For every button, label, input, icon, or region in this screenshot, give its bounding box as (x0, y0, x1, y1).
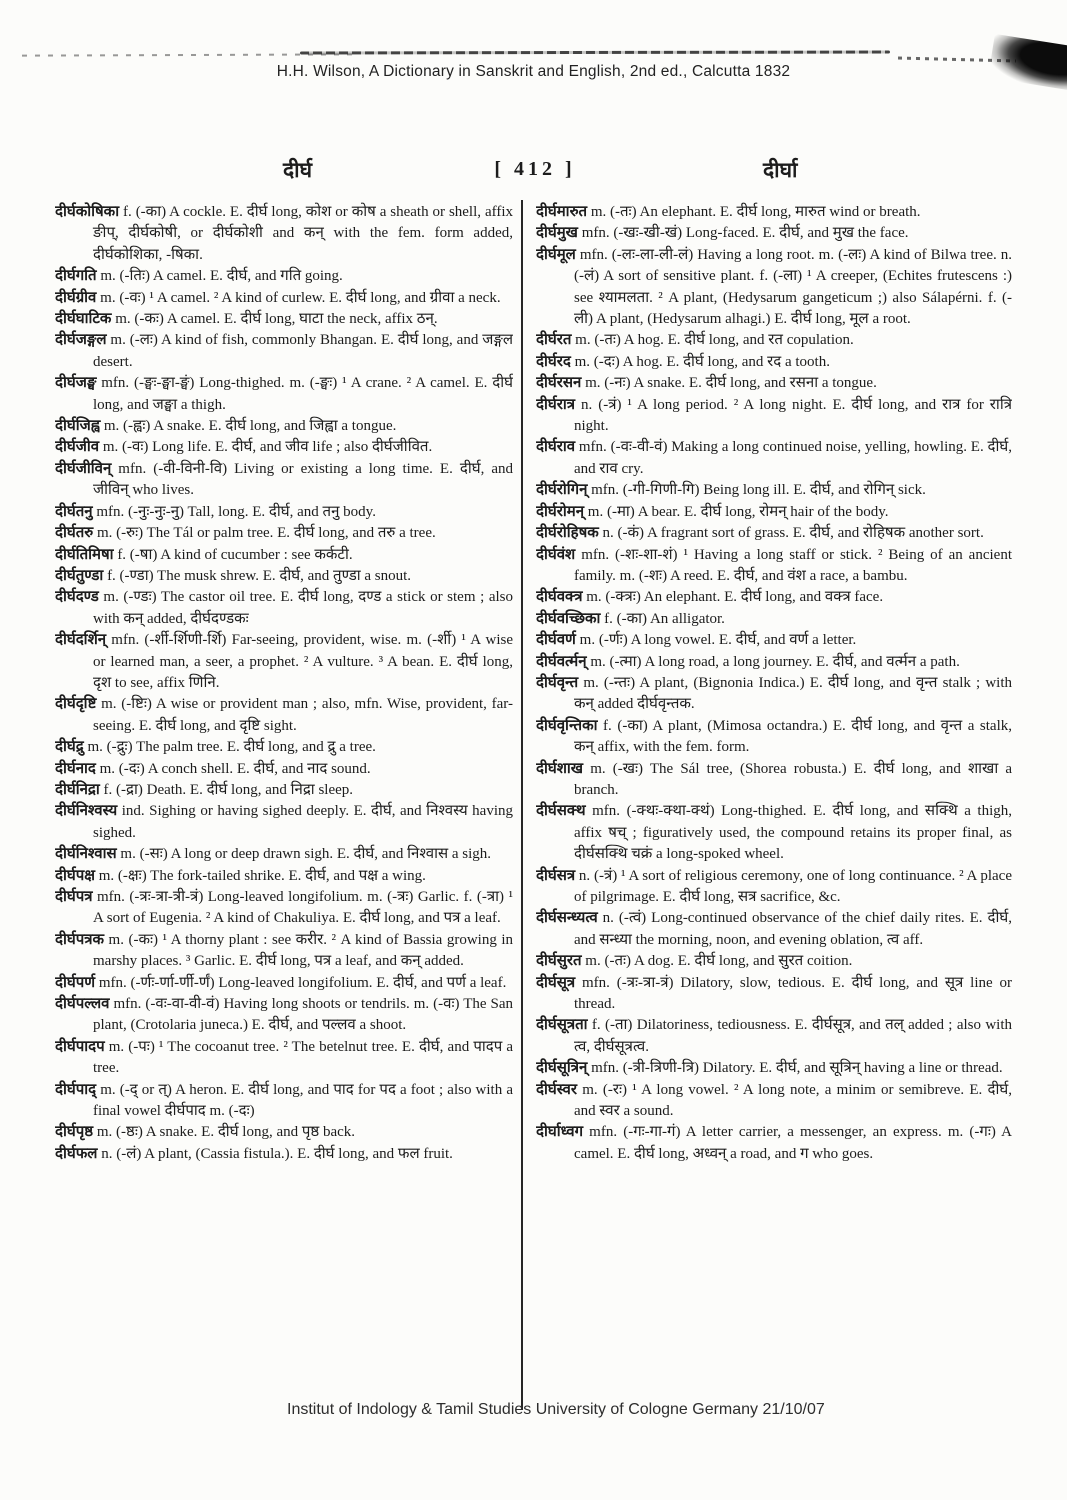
dictionary-entry (55, 502, 513, 523)
entry-headword: दीर्घद्रु (55, 739, 84, 756)
entry-headword: दीर्घपादप (55, 1038, 105, 1055)
entry-headword: दीर्घवर्त्मन् (536, 653, 587, 670)
page-number: [ 412 ] (494, 158, 576, 180)
entry-body: f. (-का) A plant, (Mimosa octandra.) E. दीर्घ long, and वृन्त a stalk, कन् affix, with the fem. form. (574, 717, 1012, 756)
dictionary-entry (536, 801, 1012, 865)
entry-headword: दीर्घसुरत (536, 953, 582, 970)
scan-corner-smudge (988, 34, 1067, 90)
entry-headword: दीर्घजीविन् (55, 460, 112, 477)
entry-headword: दीर्घवक्त्र (536, 589, 583, 606)
dictionary-entry (536, 1015, 1012, 1058)
entry-body: m. (-ष्ठः) A snake. E. दीर्घ long, and पृष्ठ back. (93, 1124, 356, 1141)
entry-headword: दीर्घसक्थ (536, 803, 586, 820)
dictionary-entry (536, 652, 1012, 673)
entry-headword: दीर्घनिश्वस्य (55, 803, 118, 820)
entry-body: m. (-नः) A snake. E. दीर्घ long, and रसना a tongue. (581, 375, 877, 392)
dictionary-entry (536, 1122, 1012, 1165)
entry-body: m. (-क्षः) The fork-tailed shrike. E. दीर्घ, and पक्ष a wing. (95, 867, 426, 884)
entry-headword: दीर्घजङ्गल (55, 332, 107, 349)
entry-headword: दीर्घजङ्घ (55, 375, 97, 392)
dictionary-entry (536, 951, 1012, 972)
entry-headword: दीर्घमूल (536, 246, 576, 263)
dictionary-entry (55, 866, 513, 887)
dictionary-entry (55, 887, 513, 930)
entry-body: m. (-कः) ¹ A thorny plant : see करीर. ² A kind of Bassia growing in marshy places. ³ Garlic. E. दीर्घ long, पत्र a leaf, and कन् added. (93, 931, 513, 970)
entry-body: f. (-द्रा) Death. E. दीर्घ long, and निद्रा sleep. (99, 781, 354, 798)
entry-headword: दीर्घस्वर (536, 1081, 578, 1098)
entry-headword: दीर्घवच्छिका (536, 610, 601, 627)
entry-body: mfn. (-शः-शा-शं) ¹ Having a long staff or stick. ² Being of an ancient family. m. (-शः) A reed. E. दीर्घ, and वंश a race, a bambu. (574, 546, 1012, 584)
dictionary-entry (55, 373, 513, 416)
dictionary-entry (536, 480, 1012, 501)
entry-body: mfn. (-वः-वी-वं) Making a long continued noise, yelling, howling. E. दीर्घ, and राव cry. (574, 439, 1012, 477)
document-caption: H.H. Wilson, A Dictionary in Sanskrit and English, 2nd ed., Calcutta 1832 (276, 63, 791, 80)
running-head-right-word: दीर्घा (763, 158, 798, 182)
entry-body: mfn. (-खः-खी-खं) Long-faced. E. दीर्घ, and मुख the face. (577, 225, 909, 242)
dictionary-entry (55, 416, 513, 437)
entry-headword: दीर्घफल (55, 1145, 98, 1162)
entry-headword: दीर्घनिश्वास (55, 846, 117, 863)
dictionary-entry (536, 609, 1012, 630)
entry-headword: दीर्घरोमन् (536, 503, 585, 520)
entry-body: m. (-दः) A conch shell. E. दीर्घ, and नाद sound. (95, 760, 371, 777)
dictionary-entry (55, 202, 513, 266)
entry-body: mfn. (-त्री-त्रिणी-त्रि) Dilatory. E. दीर्घ, and सूत्रिन् having a line or thread. (587, 1060, 1003, 1077)
entry-body: mfn. (-वः-वा-वी-वं) Having long shoots or tendrils. m. (-वः) The San plant, (Crotolaria juneca.) E. दीर्घ, and पल्लव a shoot. (93, 996, 513, 1034)
entry-body: f. (-षा) A kind of cucumber : see कर्कटी. (113, 546, 353, 563)
dictionary-entry (55, 288, 513, 309)
entry-body: m. (-द् or त्) A heron. E. दीर्घ long, and पाद for पद a foot ; also with a final vowel दीर्घपाद m. (-दः) (93, 1081, 513, 1120)
entry-headword: दीर्घवर्ण (536, 632, 576, 649)
entry-body: m. (-तिः) A camel. E. दीर्घ, and गति going. (96, 268, 343, 285)
entry-headword: दीर्घगति (55, 268, 97, 285)
dictionary-entry (536, 630, 1012, 651)
entry-body: mfn. (-ङ्घः-ङ्घा-ङ्घं) Long-thighed. m. (-ङ्घः) ¹ A crane. ² A camel. E. दीर्घ long, and जङ्घा a thigh. (93, 375, 513, 413)
entry-body: m. (-ह्वः) A snake. E. दीर्घ long, and जिह्वा a tongue. (100, 418, 397, 435)
entry-headword: दीर्घसत्र (536, 867, 576, 884)
entry-headword: दीर्घवृन्त (536, 674, 579, 691)
dictionary-entry (55, 566, 513, 587)
entry-body: m. (-मा) A bear. E. दीर्घ long, रोमन् hair of the body. (584, 503, 889, 520)
entry-body: m. (-कः) A camel. E. दीर्घ long, घाटा the neck, affix ठन्. (111, 311, 438, 328)
entry-headword: दीर्घपाद् (55, 1081, 97, 1098)
entry-headword: दीर्घरसन (536, 375, 582, 392)
dictionary-entry (536, 245, 1012, 331)
scan-scratch-line-dark (300, 50, 890, 54)
dictionary-entry (536, 330, 1012, 351)
entry-headword: दीर्घसूत्रता (536, 1017, 588, 1034)
entry-body: mfn. (-वी-विनी-वि) Living or existing a long time. E. दीर्घ, and जीविन् who lives. (93, 460, 513, 499)
entry-headword: दीर्घसूत्र (536, 974, 576, 991)
entry-headword: दीर्घनाद (55, 760, 96, 777)
entry-headword: दीर्घरद (536, 353, 571, 370)
entry-headword: दीर्घरोहिषक (536, 525, 599, 542)
entry-headword: दीर्घपल्लव (55, 996, 110, 1013)
entry-body: mfn. (-र्शी-र्शिणी-र्शि) Far-seeing, provident, wise. m. (-र्शी) ¹ A wise or learned man, a seer, a prophet. ² A vulture. ³ A bean. E. दीर्घ long, दृश to see, affix णिनि. (93, 632, 513, 691)
running-head-left-word: दीर्घ (283, 158, 313, 182)
entry-body: mfn. (-र्णः-र्णा-र्णी-र्णं) Long-leaved longifolium. E. दीर्घ, and पर्ण a leaf. (95, 974, 507, 991)
dictionary-entry (536, 673, 1012, 716)
dictionary-entry (536, 523, 1012, 544)
entry-body: m. (-रः) ¹ A long vowel. ² A long note, a minim or semibreve. E. दीर्घ, and स्वर a sound. (574, 1081, 1012, 1120)
dictionary-entry (536, 352, 1012, 373)
entry-headword: दीर्घदृष्टि (55, 696, 97, 713)
entry-body: m. (-र्णः) A long vowel. E. दीर्घ, and वर्ण a letter. (575, 632, 857, 649)
entry-body: m. (-तः) A hog. E. दीर्घ long, and रत copulation. (571, 332, 854, 349)
entry-headword: दीर्घदण्ड (55, 589, 99, 606)
entry-headword: दीर्घराव (536, 439, 576, 456)
entry-headword: दीर्घरात्र (536, 396, 576, 413)
entry-headword: दीर्घतुण्डा (55, 567, 104, 584)
entry-body: m. (-त्मा) A long road, a long journey. E. दीर्घ, and वर्त्मन a path. (586, 653, 960, 670)
entry-headword: दीर्घरोगिन् (536, 482, 588, 499)
dictionary-entry (55, 437, 513, 458)
entry-body: m. (-रुः) The Tál or palm tree. E. दीर्घ long, and तरु a tree. (93, 525, 436, 542)
entry-headword: दीर्घग्रीव (55, 289, 97, 306)
entry-headword: दीर्घजिह्व (55, 418, 101, 435)
entry-body: n. (-त्वं) Long-continued observance of the chief daily rites. E. दीर्घ, and सन्ध्या the morning, noon, and evening oblation, त्व aff. (574, 910, 1012, 948)
entry-body: mfn. (-गी-गिणी-गि) Being long ill. E. दीर्घ, and रोगिन् sick. (587, 482, 926, 499)
entry-headword: दीर्घतरु (55, 525, 94, 542)
entry-headword: दीर्घनिद्रा (55, 781, 100, 798)
entry-body: n. (-कं) A fragrant sort of grass. E. दीर्घ, and रोहिषक another sort. (598, 525, 984, 542)
entry-body: n. (-लं) A plant, (Cassia fistula.). E. दीर्घ long, and फल fruit. (97, 1145, 453, 1162)
entry-body: n. (-त्रं) ¹ A long period. ² A long night. E. दीर्घ long, and रात्र for रात्रि night. (574, 396, 1012, 435)
entry-body: m. (-पः) ¹ The cocoanut tree. ² The betelnut tree. E. दीर्घ, and पादप a tree. (93, 1038, 513, 1077)
dictionary-entry (536, 373, 1012, 394)
dictionary-entry (55, 523, 513, 544)
dictionary-entry (536, 437, 1012, 480)
dictionary-entry (536, 973, 1012, 1016)
dictionary-entry (55, 930, 513, 973)
entry-headword: दीर्घाध्वग (536, 1124, 584, 1141)
entry-body: m. (-वः) ¹ A camel. ² A kind of curlew. E. दीर्घ long, and ग्रीवा a neck. (96, 289, 501, 306)
entry-body: mfn. (-त्रः-त्रा-त्रं) Dilatory, slow, tedious. E. दीर्घ long, and सूत्र line or thread. (574, 974, 1012, 1013)
dictionary-entry (55, 844, 513, 865)
entry-body: m. (-ष्टिः) A wise or provident man ; also, mfn. Wise, provident, far-seeing. E. दीर्घ long, and दृष्टि sight. (93, 696, 513, 734)
entry-headword: दीर्घपक्ष (55, 867, 95, 884)
entry-body: m. (-ण्डः) The castor oil tree. E. दीर्घ long, दण्ड a stick or stem ; also with कन् added, दीर्घदण्डकः (93, 589, 513, 627)
entry-body: m. (-लः) A kind of fish, commonly Bhangan. E. दीर्घ long, and जङ्गल desert. (93, 332, 513, 370)
entry-body: mfn. (-नुः-नुः-नु) Tall, long. E. दीर्घ, and तनु body. (92, 503, 376, 520)
entry-body: f. (-का) An alligator. (600, 610, 725, 627)
dictionary-entry (536, 1080, 1012, 1123)
dictionary-entry (55, 973, 513, 994)
dictionary-entry (55, 587, 513, 630)
entry-headword: दीर्घतनु (55, 503, 93, 520)
entry-body: m. (-वः) Long life. E. दीर्घ, and जीव life ; also दीर्घजीवित. (99, 439, 433, 456)
entry-headword: दीर्घतिमिषा (55, 546, 114, 563)
dictionary-entry (536, 1058, 1012, 1079)
entry-body: m. (-खः) The Sál tree, (Shorea robusta.) E. दीर्घ long, and शाखा a branch. (574, 760, 1012, 798)
entry-body: mfn. (-गः-गा-गं) A letter carrier, a messenger, an express. m. (-गः) A camel. E. दीर्घ long, अध्वन् a road, and ग who goes. (574, 1124, 1012, 1162)
dictionary-entry (55, 759, 513, 780)
entry-body: ind. Sighing or having sighed deeply. E. दीर्घ, and निश्वस्य having sighed. (93, 803, 513, 841)
dictionary-entry (536, 202, 1012, 223)
dictionary-entry (55, 630, 513, 694)
entry-headword: दीर्घसन्ध्यत्व (536, 910, 598, 927)
dictionary-entry (55, 1144, 513, 1165)
dictionary-entry (536, 759, 1012, 802)
dictionary-entry (55, 1122, 513, 1143)
entry-headword: दीर्घकोषिका (55, 204, 120, 220)
entry-body: mfn. (-लः-ला-ली-लं) Having a long root. m. (-लः) A kind of Bilwa tree. n. (-लं) A sort of sensitive plant. f. (-ला) ¹ A creeper, (Echites frutescens :) see श्यामलता. ² A plant, (Hedysarum gangeticum ;) also Sálapérni. f. (-ली) A plant, (Hedysarum alhagi.) E. दीर्घ long, मूल a root. (574, 246, 1012, 328)
dictionary-entry (536, 545, 1012, 588)
dictionary-entry (55, 994, 513, 1037)
entry-body: m. (-तः) An elephant. E. दीर्घ long, मारुत wind or breath. (587, 204, 921, 220)
entry-headword: दीर्घपृष्ठ (55, 1124, 94, 1141)
dictionary-entry (55, 1080, 513, 1123)
entry-headword: दीर्घवंश (536, 546, 576, 563)
dictionary-entry (536, 587, 1012, 608)
entry-headword: दीर्घमारुत (536, 204, 588, 220)
dictionary-entry (55, 309, 513, 330)
dictionary-entry (536, 395, 1012, 438)
entry-body: m. (-सः) A long or deep drawn sigh. E. दीर्घ, and निश्वास a sigh. (116, 846, 492, 863)
dictionary-entry (55, 1037, 513, 1080)
entry-body: f. (-ण्डा) The musk shrew. E. दीर्घ, and तुण्डा a snout. (103, 567, 412, 584)
entry-headword: दीर्घपत्र (55, 889, 93, 905)
entry-body: n. (-त्रं) ¹ A sort of religious ceremony, one of long continuance. ² A place of pilgrimage. E. दीर्घ long, सत्र sacrifice, &c. (574, 867, 1012, 905)
entry-headword: दीर्घरत (536, 332, 572, 349)
entry-headword: दीर्घशाख (536, 760, 584, 777)
entry-body: m. (-दः) A hog. E. दीर्घ long, and रद a tooth. (570, 353, 830, 370)
entry-headword: दीर्घघाटिक (55, 311, 112, 328)
dictionary-entry (55, 545, 513, 566)
entry-headword: दीर्घपत्रक (55, 931, 105, 948)
right-column (536, 202, 1012, 1402)
dictionary-entry (536, 866, 1012, 909)
dictionary-entry (55, 330, 513, 373)
entry-body: mfn. (-क्थः-क्था-क्थं) Long-thighed. E. दीर्घ long, and सक्थि a thigh, affix षच् ; figuratively used, the compound retains its proper final, as दीर्घसक्थि चक्रं a long-spoked wheel. (574, 803, 1012, 863)
entry-body: m. (-क्त्रः) An elephant. E. दीर्घ long, and वक्त्र face. (582, 589, 884, 606)
dictionary-entry (55, 266, 513, 287)
entry-headword: दीर्घदर्शिन् (55, 632, 107, 649)
dictionary-entry (536, 223, 1012, 244)
entry-body: m. (-द्रुः) The palm tree. E. दीर्घ long, and द्रु a tree. (83, 739, 376, 756)
entry-headword: दीर्घसूत्रिन् (536, 1060, 588, 1077)
entry-body: m. (-तः) A dog. E. दीर्घ long, and सुरत coition. (581, 953, 853, 970)
dictionary-entry (55, 737, 513, 758)
dictionary-entry (536, 908, 1012, 951)
dictionary-entry (55, 801, 513, 844)
dictionary-entry (536, 502, 1012, 523)
dictionary-entry (55, 780, 513, 801)
dictionary-entry (536, 716, 1012, 759)
entry-body: f. (-ता) Dilatoriness, tediousness. E. दीर्घसूत्र, and तल् added ; also with त्व, दीर्घसूत्रत्व. (574, 1017, 1012, 1055)
entry-body: f. (-का) A cockle. E. दीर्घ long, कोश or कोष a sheath or shell, affix ङीप्, दीर्घकोषी, or दीर्घकोशी and कन् with the fem. form added, दीर्घकोशिका, -षिका. (93, 204, 513, 263)
entry-body: mfn. (-त्रः-त्रा-त्री-त्रं) Long-leaved longifolium. m. (-त्रः) Garlic. f. (-त्रा) ¹ A sort of Eugenia. ² A kind of Chakuliya. E. दीर्घ long, and पत्र a leaf. (92, 889, 513, 927)
column-divider-rule (521, 200, 523, 1410)
dictionary-entry (55, 459, 513, 502)
footer-stamp: Institut of Indology & Tamil Studies University of Cologne Germany 21/10/07 (287, 1401, 825, 1418)
entry-headword: दीर्घजीव (55, 439, 100, 456)
entry-body: m. (-न्तः) A plant, (Bignonia Indica.) E. दीर्घ long, and वृन्त stalk ; with कन् added दीर्घवृन्तक. (574, 674, 1012, 713)
entry-headword: दीर्घमुख (536, 225, 578, 242)
entry-headword: दीर्घपर्ण (55, 974, 96, 991)
left-column (55, 202, 513, 1402)
dictionary-entry (55, 694, 513, 737)
entry-headword: दीर्घवृन्तिका (536, 717, 598, 734)
